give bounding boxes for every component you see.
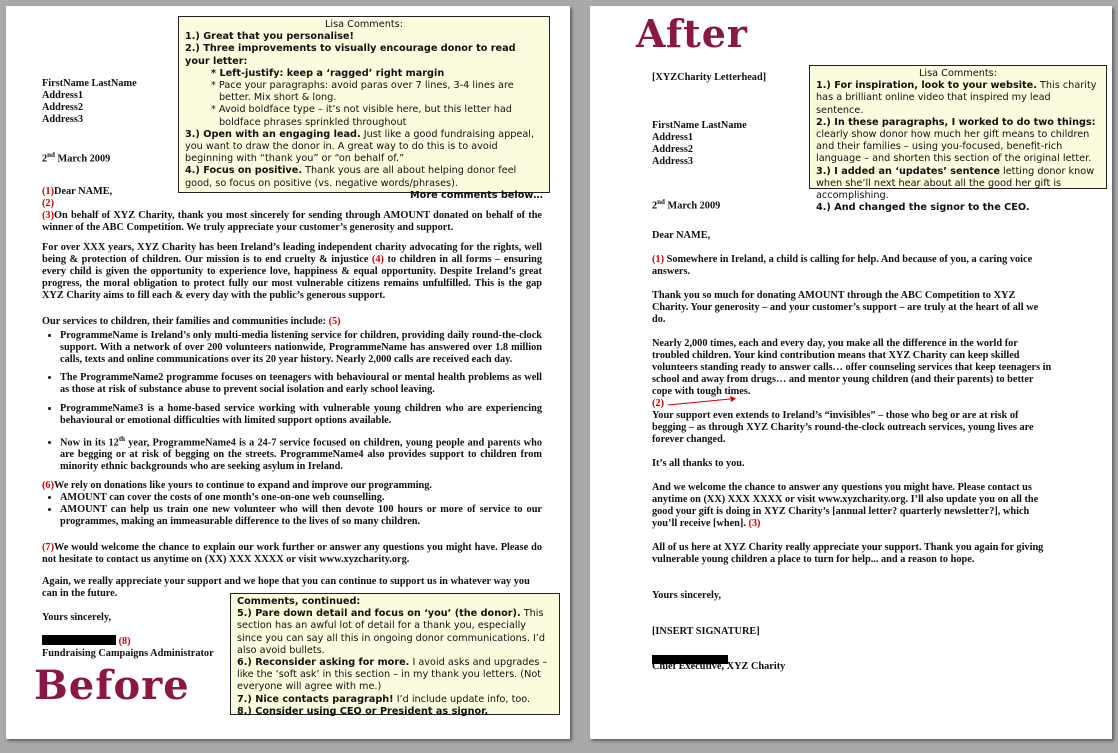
list-item: • The ProgrammeName2 programme focuses on teenagers with behavioural or mental health problems as well as those at risk of substance abuse to prevent social isolation and early school leaving. xyxy=(60,372,542,396)
marker-3: (3) xyxy=(748,518,761,530)
paragraph-lead: (1) Somewhere in Ireland, a child is calling for help. And because of you, a caring voice answers. xyxy=(652,254,1033,278)
comment-3: 3.) I added an ‘updates’ sentence letting donor know when she’ll next hear about all the good her gift is accomplishing. xyxy=(816,165,1095,202)
address-line: Address1 xyxy=(652,132,694,144)
marker-1: (1) xyxy=(652,254,665,265)
address-line: Address2 xyxy=(652,144,694,156)
recipient-address-block xyxy=(42,78,137,126)
lisa-comments-box xyxy=(809,65,1107,214)
donations-intro: We rely on donations like yours to continue to expand and improve our programming. xyxy=(54,480,432,491)
comment-7: 7.) Nice contacts paragraph! I’d include update info, too. xyxy=(237,693,531,705)
paragraph-short: It’s all thanks to you. xyxy=(652,458,745,469)
address-line: FirstName LastName xyxy=(652,120,747,131)
comment-4: 4.) Focus on positive. Thank yous are all about helping donor feel good, so focus on positive (vs. negative words/phrases). xyxy=(185,165,517,189)
paragraph-contact: (7)We would welcome the chance to explain our work further or answer any questions you might have. Please do not hesitate to contact us anytime on (XX) XXX XXXX or visit www.xyzcharity.org. xyxy=(42,542,542,566)
address-line: Address1 xyxy=(42,90,84,102)
before-letter-page xyxy=(6,6,570,739)
closing: Yours sincerely, xyxy=(652,590,722,601)
comment-1: 1.) Great that you personalise! xyxy=(185,31,354,43)
after-letter-page xyxy=(590,6,1112,739)
signature-placeholder: [INSERT SIGNATURE] xyxy=(652,626,760,637)
marker-2: (2) xyxy=(652,398,665,409)
more-comments-note: More comments below… xyxy=(410,189,543,201)
list-item: • AMOUNT can help us train one new volunteer who will then devote 100 hours or more of service to our programmes, making an immeasurable difference to the lives of so many children. xyxy=(60,504,542,528)
letter-date: 2nd March 2009 xyxy=(652,198,721,212)
list-item: • AMOUNT can cover the costs of one month’s one-on-one web counselling. xyxy=(60,492,542,504)
address-line: Address2 xyxy=(42,102,84,114)
address-line: Address3 xyxy=(652,156,694,168)
comment-2c: * Avoid boldface type – it’s not visible here, but this letter had boldface phrases sprinkled throughout xyxy=(211,104,512,128)
letter-date: 2nd March 2009 xyxy=(42,151,111,165)
comments-title: Lisa Comments: xyxy=(919,68,997,79)
list-item: • ProgrammeName3 is a home-based service working with vulnerable young children who are experiencing behavioural or emotional difficulties with limited support options available. xyxy=(60,403,542,427)
services-intro: Our services to children, their families and communities include: xyxy=(42,316,327,327)
donations-section xyxy=(42,480,542,528)
after-heading: After xyxy=(636,11,748,56)
arrow-icon xyxy=(666,396,738,410)
lisa-comments-box xyxy=(178,16,550,201)
list-item: • ProgrammeName is Ireland’s only multi-media listening service for children, providing daily round-the-clock support. With a network of over 200 volunteers nationwide, ProgrammeName has answered over 1.8 million calls, texts and online communications over its 20 year history. Nearly 2,000 calls are received each day. xyxy=(60,330,542,366)
comments-continued-box xyxy=(230,593,560,715)
comment-6: 6.) Reconsider asking for more. I avoid asks and upgrades – like the ‘soft ask’ in this section – in my thank you letters. (Not everyone will agree with me.) xyxy=(237,657,548,693)
closing: Yours sincerely, xyxy=(42,612,112,623)
marker-4: (4) xyxy=(371,254,384,266)
address-line: FirstName LastName xyxy=(42,78,137,89)
marker-2: (2) xyxy=(42,198,55,210)
services-section xyxy=(42,316,542,479)
paragraph-appreciation: Again, we really appreciate your support and we hope that you can continue to support us in whatever way you can in the future. xyxy=(42,576,530,600)
paragraph-outreach: Your support even extends to Ireland’s “invisibles” – those who beg or are at risk of begging – as through XYZ Charity’s round-the-clock outreach services, young lives are forever changed. xyxy=(652,410,1034,446)
signer-title: Fundraising Campaigns Administrator xyxy=(42,648,214,659)
salutation: Dear NAME, xyxy=(652,230,711,241)
recipient-address-block xyxy=(652,120,747,168)
paragraph-thanks: Thank you so much for donating AMOUNT through the ABC Competition to XYZ Charity. Your generosity – and your customer’s support – are truly at the heart of all we do. xyxy=(652,290,1039,326)
marker-6: (6) xyxy=(42,480,55,491)
redacted-signature xyxy=(42,635,116,645)
letterhead-placeholder: [XYZCharity Letterhead] xyxy=(652,72,767,83)
salutation-block xyxy=(42,186,542,234)
marker-3: (3) xyxy=(42,210,55,222)
marker-7: (7) xyxy=(42,542,55,553)
marker-8: (8) xyxy=(118,636,131,647)
marker-1: (1) xyxy=(42,186,55,197)
address-line: Address3 xyxy=(42,114,84,126)
comment-2: 2.) Three improvements to visually encourage donor to read your letter: xyxy=(185,43,516,67)
comment-8: 8.) Consider using CEO or President as signor. xyxy=(237,705,489,717)
signer-title: Chief Executive, XYZ Charity xyxy=(652,661,786,672)
paragraph-appreciation: All of us here at XYZ Charity really appreciate your support. Thank you again for giving vulnerable young children a place to turn for help... and a reason to hope. xyxy=(652,542,1044,566)
paragraph-about: For over XXX years, XYZ Charity has been Ireland’s leading independent charity advocating for the rights, well being & protection of children. Our mission is to end cruelty & injustice (4) to children in all forms – ensuring every child is given the opportunity to experience love, happiness & equal opportunity. Despite Ireland’s great progress, the moral obligation to protect fully our most vulnerable citizens remains unfulfilled. This is the gap XYZ Charity aims to fill each & every day with the public’s generous support. xyxy=(42,242,543,302)
list-item: • Now in its 12th year, ProgrammeName4 is a 24-7 service focused on children, young people and parents who are begging or at risk of begging on the streets. ProgrammeName4 also provides support to children from minority ethnic backgrounds who are seeking asylum in Ireland. xyxy=(60,433,542,474)
paragraph-thanks: (3)On behalf of XYZ Charity, thank you most sincerely for sending through AMOUNT donated on behalf of the winner of the ABC Competition. We truly appreciate your customer’s generosity and support. xyxy=(42,210,542,234)
donations-list xyxy=(42,492,542,528)
comment-2: 2.) In these paragraphs, I worked to do two things: clearly show donor how much her gift means to children and their families – using you-focused, benefit-rich language – and shorten this section of the original letter. xyxy=(816,116,1096,165)
comments-title: Comments, continued: xyxy=(237,596,361,607)
before-heading: Before xyxy=(34,662,190,709)
comment-5: 5.) Pare down detail and focus on ‘you’ (the donor). This section has an awful lot of detail for a thank you, especially since you can say all this in ongoing donor communications. I’d also avoid bullets. xyxy=(237,608,546,656)
comment-4: 4.) And changed the signor to the CEO. xyxy=(816,202,1030,214)
comments-title: Lisa Comments: xyxy=(325,19,403,30)
paragraph-contact: And we welcome the chance to answer any questions you might have. Please contact us anytime on (XX) XXX XXXX or visit www.xyzcharity.org. I’ll also update you on all the good your gift is doing in XYZ Charity’s [annual letter? quarterly newsletter?], which you’ll receive [when]. (3) xyxy=(652,482,1039,530)
comment-2a: * Left-justify: keep a ‘ragged’ right margin xyxy=(211,67,445,79)
paragraph-impact: Nearly 2,000 times, each and every day, you make all the difference in the world for troubled children. Your kind contribution means that XYZ Charity can keep skilled volunteers standing ready to answer calls… offer counseling services that keep teenagers in school and away from drugs… and mentor young children (and their parents) to better cope with tough times. xyxy=(652,338,1052,398)
marker-5: (5) xyxy=(328,316,341,327)
comment-1: 1.) For inspiration, look to your website. This charity has a brilliant online video that inspired my lead sentence. xyxy=(816,80,1097,116)
salutation: Dear NAME, xyxy=(54,186,113,197)
comment-3: 3.) Open with an engaging lead. Just like a good fundraising appeal, you want to draw the donor in. A great way to do this is to avoid beginning with “thank you” or “on behalf of.” xyxy=(185,128,535,165)
signature-line xyxy=(42,635,131,648)
services-list xyxy=(42,330,542,473)
comment-2b: * Pace your paragraphs: avoid paras over 7 lines, 3-4 lines are better. Mix short & long. xyxy=(211,80,514,104)
